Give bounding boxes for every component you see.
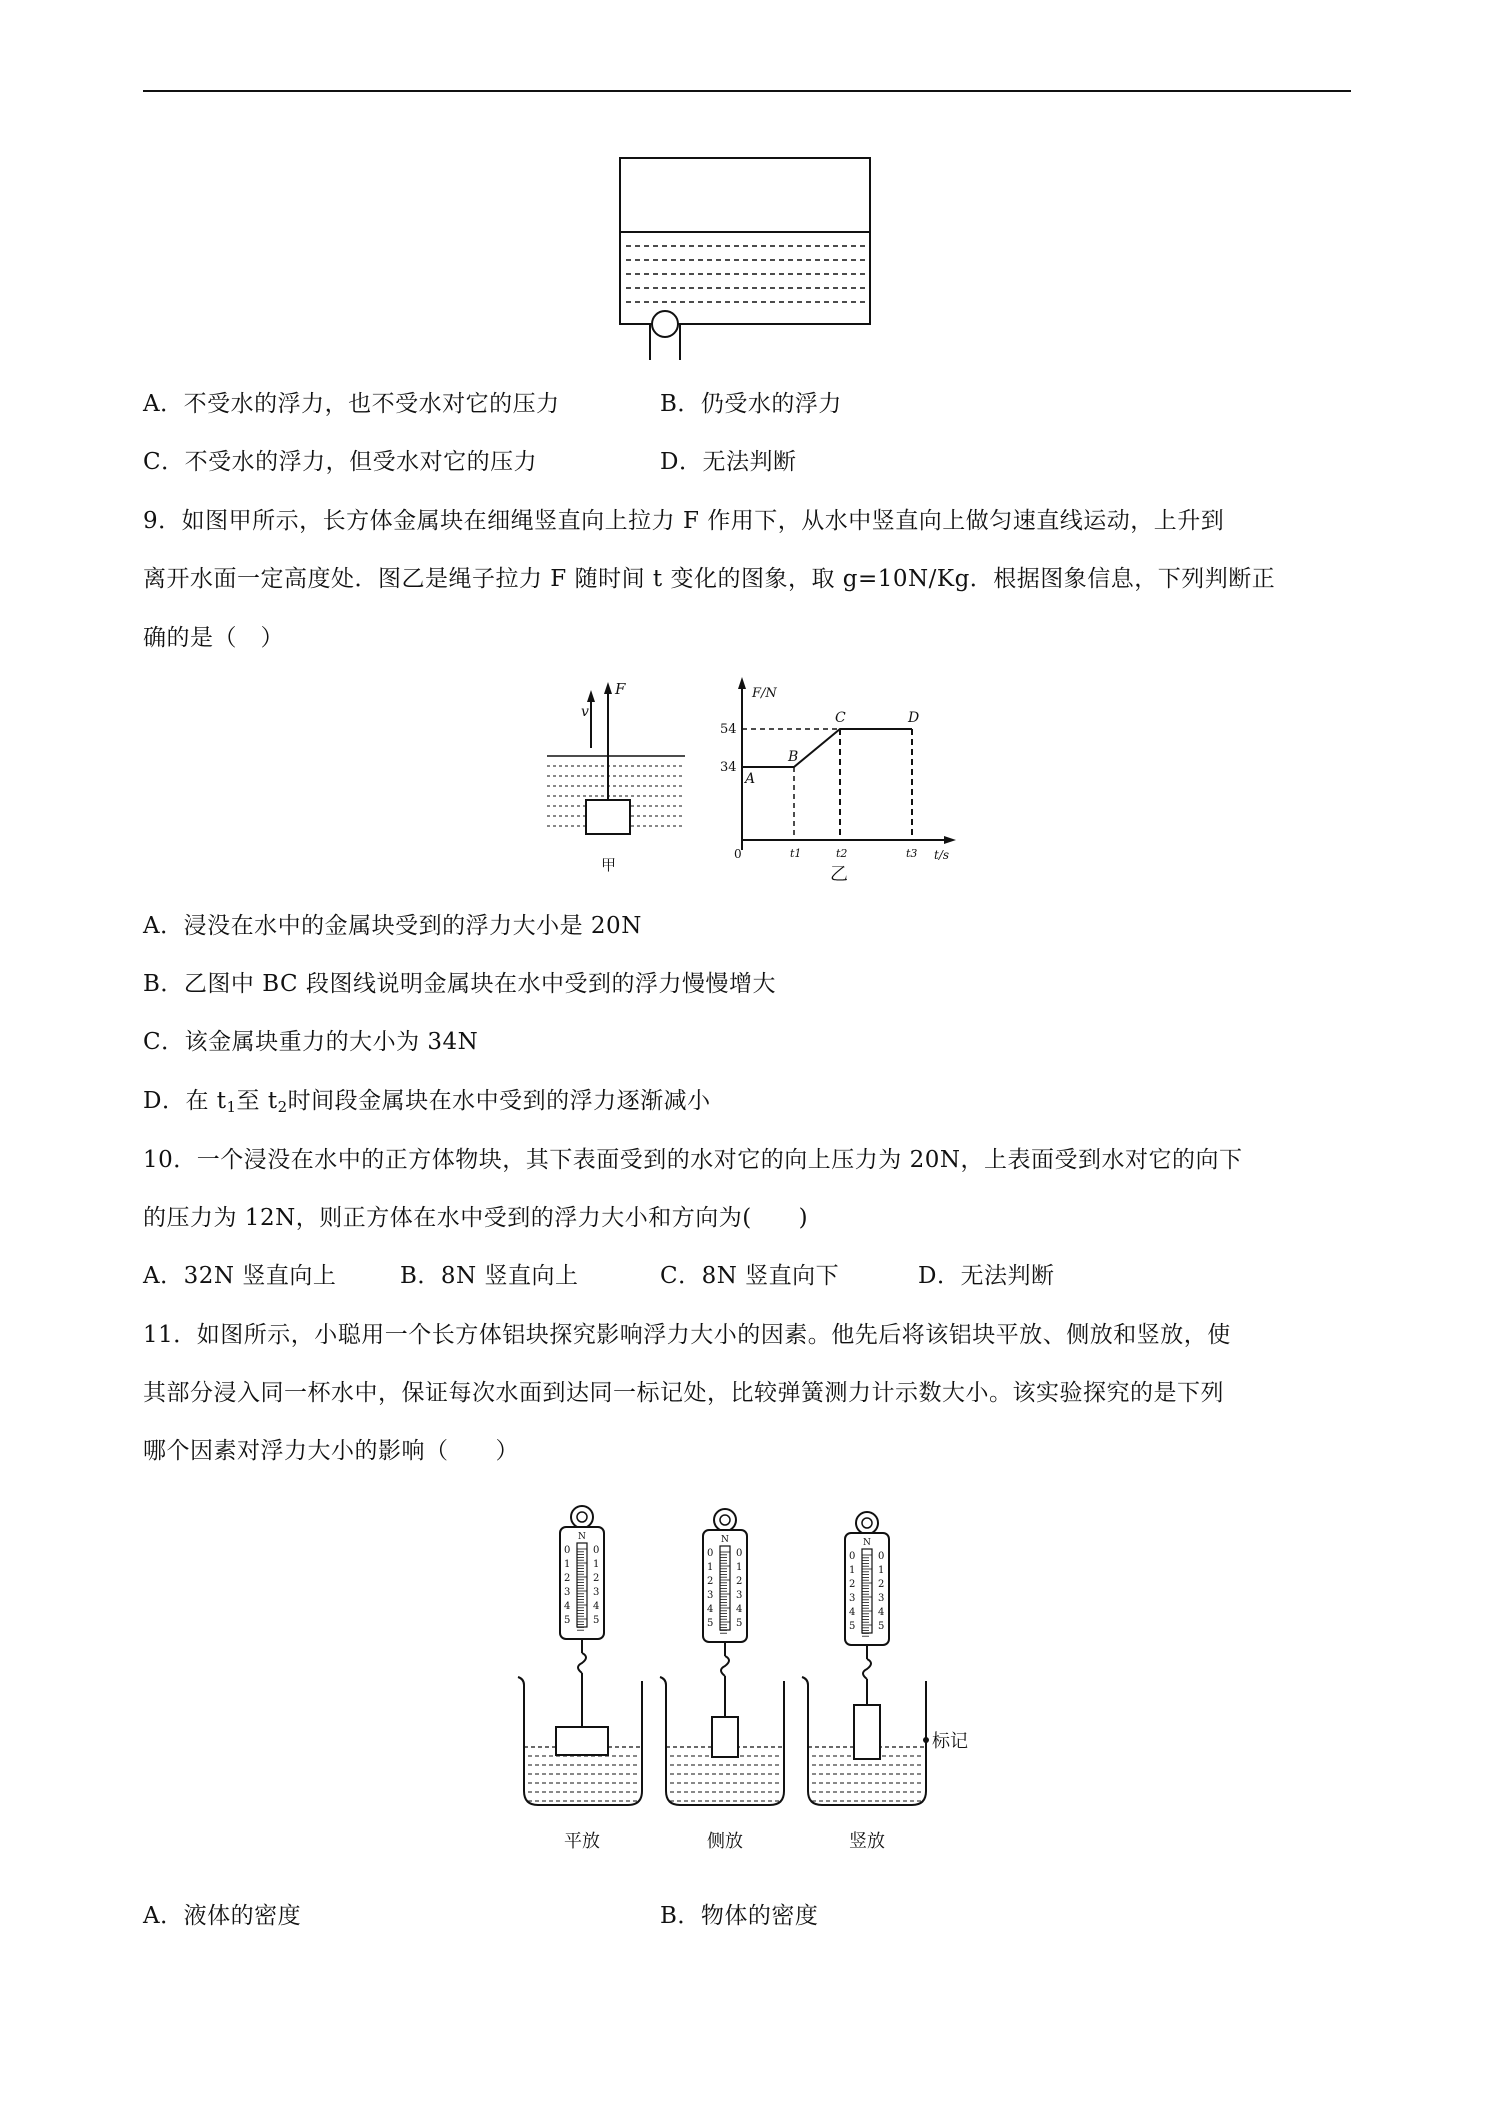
scale-tick-label: 5 [878, 1621, 885, 1632]
q9-option-d: D．在 $t_1$至 $t_2$时间段金属块在水中受到的浮力逐渐减小 [143, 1088, 711, 1116]
scale-tick-label: 0 [593, 1545, 600, 1556]
q11-stem-line3: 哪个因素对浮力大小的影响（ ） [143, 1438, 519, 1464]
scale-tick-label: 0 [564, 1545, 571, 1556]
aluminium-block [712, 1717, 738, 1757]
scale-tick-label: 1 [736, 1562, 743, 1573]
graph-point-d: D [908, 710, 920, 726]
beaker-caption: 侧放 [707, 1831, 743, 1852]
graph-point-b: B [788, 749, 799, 765]
scale-tick-label: 0 [707, 1548, 714, 1559]
scale-tick-label: 3 [878, 1593, 885, 1604]
q10-option-a: A．32N 竖直向上 [143, 1263, 337, 1289]
graph-point-a: A [745, 771, 756, 787]
scale-tick-label: 1 [849, 1565, 856, 1576]
scale-tick-label: 4 [849, 1607, 856, 1618]
aluminium-block [556, 1727, 608, 1755]
graph-x-tick-t3: t3 [906, 847, 918, 860]
scale-tick-label: 5 [593, 1615, 600, 1626]
spring-scale-upright [802, 1512, 926, 1852]
q10-option-b: B．8N 竖直向上 [400, 1263, 579, 1289]
scale-tick-label: 3 [849, 1593, 856, 1604]
q10-stem-line2: 的压力为 12N，则正方体在水中受到的浮力大小和方向为( ) [143, 1205, 809, 1231]
q11-stem-line2: 其部分浸入同一杯水中，保证每次水面到达同一标记处，比较弹簧测力计示数大小。该实验探究的是下列 [143, 1380, 1224, 1406]
graph-x-tick-t2: t2 [836, 847, 848, 860]
q9-option-a: A．浸没在水中的金属块受到的浮力大小是 20N [143, 913, 642, 939]
scale-tick-label: 2 [593, 1573, 600, 1584]
scale-tick-label: 0 [736, 1548, 743, 1559]
mark-dot [923, 1737, 929, 1743]
scale-tick-label: 5 [707, 1618, 714, 1629]
scale-unit-label: N [721, 1535, 729, 1545]
scale-tick-label: 5 [736, 1618, 743, 1629]
q9-stem-line2: 离开水面一定高度处．图乙是绳子拉力 F 随时间 t 变化的图象，取 g=10N/Kg．根据图象信息，下列判断正 [143, 566, 1276, 592]
q11-figure-spring-scales [510, 1495, 990, 1855]
scale-tick-label: 4 [878, 1607, 885, 1618]
graph-y-axis-label: F/N [752, 686, 777, 701]
q8-option-b: B．仍受水的浮力 [660, 391, 842, 417]
scale-tick-label: 4 [564, 1601, 571, 1612]
scale-tick-label: 5 [564, 1615, 571, 1626]
graph-y-tick-34: 34 [720, 760, 737, 775]
beaker-caption: 竖放 [849, 1831, 885, 1852]
scale-tick-label: 2 [707, 1576, 714, 1587]
scale-tick-label: 3 [736, 1590, 743, 1601]
q9-option-c: C．该金属块重力的大小为 34N [143, 1029, 479, 1055]
scale-tick-label: 4 [707, 1604, 714, 1615]
scale-tick-label: 0 [849, 1551, 856, 1562]
scale-tick-label: 1 [707, 1562, 714, 1573]
header-rule [143, 90, 1351, 92]
graph-x-axis-label: t/s [934, 848, 950, 862]
spring-scale-side [660, 1509, 784, 1852]
q11-stem-line1: 11．如图所示，小聪用一个长方体铝块探究影响浮力大小的因素。他先后将该铝块平放、侧放和竖放，使 [143, 1322, 1231, 1348]
scale-tick-label: 3 [707, 1590, 714, 1601]
jia-caption: 甲 [601, 856, 617, 874]
q11-option-a: A．液体的密度 [143, 1903, 302, 1929]
spring-scale-flat [518, 1506, 642, 1852]
q8-option-c: C．不受水的浮力，但受水对它的压力 [143, 449, 538, 475]
graph-x-tick-t1: t1 [790, 847, 802, 860]
q9-stem-line3: 确的是（ ） [143, 625, 284, 651]
q9-figure-yi-graph [712, 675, 962, 885]
scale-tick-label: 4 [593, 1601, 600, 1612]
graph-y-tick-54: 54 [720, 722, 737, 737]
velocity-label: v [581, 704, 589, 720]
q9-option-b: B．乙图中 BC 段图线说明金属块在水中受到的浮力慢慢增大 [143, 971, 776, 997]
q8-option-d: D．无法判断 [660, 449, 797, 475]
scale-tick-label: 1 [564, 1559, 571, 1570]
q11-option-b: B．物体的密度 [660, 1903, 819, 1929]
force-label: F [615, 680, 626, 698]
scale-unit-label: N [578, 1532, 586, 1542]
scale-tick-label: 3 [593, 1587, 600, 1598]
scale-unit-label: N [863, 1538, 871, 1548]
graph-point-c: C [835, 710, 846, 726]
scale-tick-label: 1 [878, 1565, 885, 1576]
aluminium-block [854, 1705, 880, 1759]
scale-tick-label: 1 [593, 1559, 600, 1570]
graph-origin: 0 [734, 847, 742, 861]
tank-figure [610, 150, 880, 365]
scale-tick-label: 5 [849, 1621, 856, 1632]
q8-option-a: A．不受水的浮力，也不受水对它的压力 [143, 391, 560, 417]
q10-option-c: C．8N 竖直向下 [660, 1263, 840, 1289]
scale-tick-label: 3 [564, 1587, 571, 1598]
beaker-caption: 平放 [564, 1831, 600, 1852]
scale-tick-label: 4 [736, 1604, 743, 1615]
yi-caption: 乙 [830, 864, 848, 885]
mark-label: 标记 [932, 1731, 968, 1752]
scale-tick-label: 2 [849, 1579, 856, 1590]
scale-tick-label: 2 [564, 1573, 571, 1584]
q10-option-d: D．无法判断 [918, 1263, 1055, 1289]
q9-figure-jia [545, 680, 695, 880]
scale-tick-label: 2 [736, 1576, 743, 1587]
scale-tick-label: 2 [878, 1579, 885, 1590]
q10-stem-line1: 10．一个浸没在水中的正方体物块，其下表面受到的水对它的向上压力为 20N，上表面受到水对它的向下 [143, 1147, 1243, 1173]
q9-stem-line1: 9．如图甲所示，长方体金属块在细绳竖直向上拉力 F 作用下，从水中竖直向上做匀速直线运动，上升到 [143, 508, 1225, 534]
scale-tick-label: 0 [878, 1551, 885, 1562]
